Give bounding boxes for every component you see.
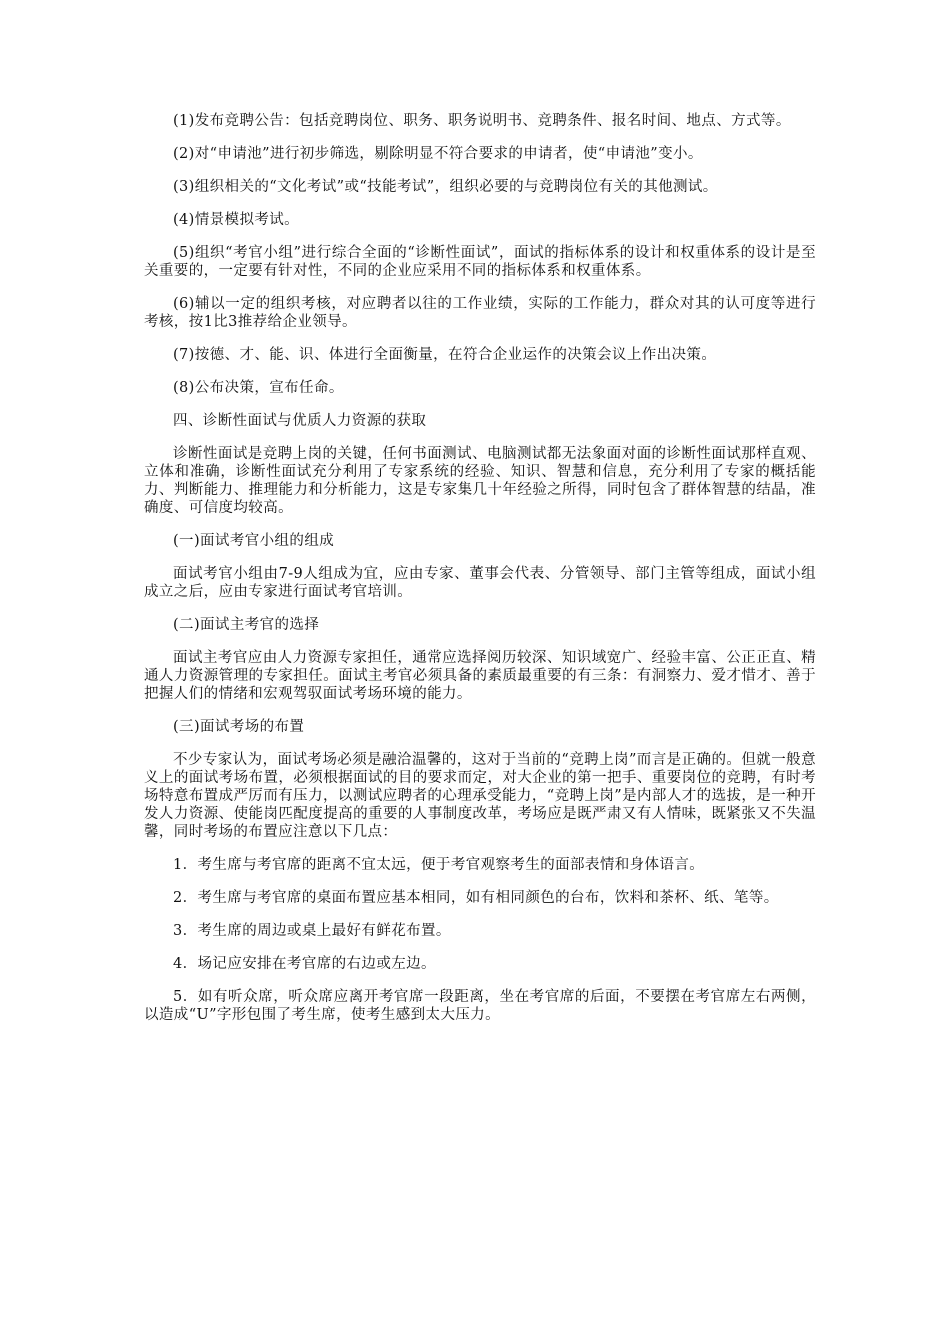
- chief-examiner-paragraph: 面试主考官应由人力资源专家担任，通常应选择阅历较深、知识域宽广、经验丰富、公正正直、精通人力资源管理的专家担任。面试主考官必须具备的素质最重要的有三条：有洞察力、爱才惜才、善于把握人们的情绪和宏观驾驭面试考场环境的能力。: [144, 650, 816, 702]
- layout-point-5: 5．如有听众席，听众席应离开考官席一段距离，坐在考官席的后面，不要摆在考官席左右两侧，以造成“U”字形包围了考生席，使考生感到太大压力。: [144, 989, 816, 1023]
- venue-layout-paragraph: 不少专家认为，面试考场必须是融洽温馨的，这对于当前的“竞聘上岗”而言是正确的。但就一般意义上的面试考场布置，必须根据面试的目的要求而定，对大企业的第一把手、重要岗位的竞聘，有时考场特意布置成严厉而有压力，以测试应聘者的心理承受能力，“竞聘上岗”是内部人才的选拔，是一种开发人力资源、使能岗匹配度提高的重要的人事制度改革，考场应是既严肃又有人情味，既紧张又不失温馨，同时考场的布置应注意以下几点：: [144, 752, 816, 840]
- layout-point-3: 3．考生席的周边或桌上最好有鲜花布置。: [173, 923, 451, 939]
- step-2-paragraph: (2)对“申请池”进行初步筛选，剔除明显不符合要求的申请者，使“申请池”变小。: [173, 146, 703, 162]
- step-7-paragraph: (7)按德、才、能、识、体进行全面衡量，在符合企业运作的决策会议上作出决策。: [173, 347, 717, 363]
- subsection-2-heading: (二)面试主考官的选择: [173, 617, 320, 633]
- step-1-paragraph: (1)发布竞聘公告：包括竞聘岗位、职务、职务说明书、竞聘条件、报名时间、地点、方式等。: [173, 113, 791, 129]
- layout-point-4: 4．场记应安排在考官席的右边或左边。: [173, 956, 436, 972]
- step-3-paragraph: (3)组织相关的“文化考试”或“技能考试”，组织必要的与竞聘岗位有关的其他测试。: [173, 179, 718, 195]
- subsection-3-heading: (三)面试考场的布置: [173, 719, 305, 735]
- step-5-paragraph: (5)组织“考官小组”进行综合全面的“诊断性面试”，面试的指标体系的设计和权重体系的设计是至关重要的，一定要有针对性，不同的企业应采用不同的指标体系和权重体系。: [144, 245, 816, 279]
- step-8-paragraph: (8)公布决策，宣布任命。: [173, 380, 344, 396]
- layout-point-1: 1．考生席与考官席的距离不宜太远，便于考官观察考生的面部表情和身体语言。: [173, 857, 705, 873]
- subsection-1-heading: (一)面试考官小组的组成: [173, 533, 335, 549]
- diagnostic-interview-paragraph: 诊断性面试是竞聘上岗的关键，任何书面测试、电脑测试都无法象面对面的诊断性面试那样直观、立体和准确，诊断性面试充分利用了专家系统的经验、知识、智慧和信息，充分利用了专家的概括能力、判断能力、推理能力和分析能力，这是专家集几十年经验之所得，同时包含了群体智慧的结晶，准确度、可信度均较高。: [144, 446, 816, 516]
- panel-composition-paragraph: 面试考官小组由7-9人组成为宜，应由专家、董事会代表、分管领导、部门主管等组成，面试小组成立之后，应由专家进行面试考官培训。: [144, 566, 816, 600]
- section-4-heading: 四、诊断性面试与优质人力资源的获取: [173, 413, 427, 429]
- step-4-paragraph: (4)情景模拟考试。: [173, 212, 300, 228]
- layout-point-2: 2．考生席与考官席的桌面布置应基本相同，如有相同颜色的台布，饮料和茶杯、纸、笔等。: [173, 890, 779, 906]
- document-page: [144, 112, 816, 1039]
- step-6-paragraph: (6)辅以一定的组织考核，对应聘者以往的工作业绩，实际的工作能力，群众对其的认可度等进行考核，按1比3推荐给企业领导。: [144, 296, 816, 330]
